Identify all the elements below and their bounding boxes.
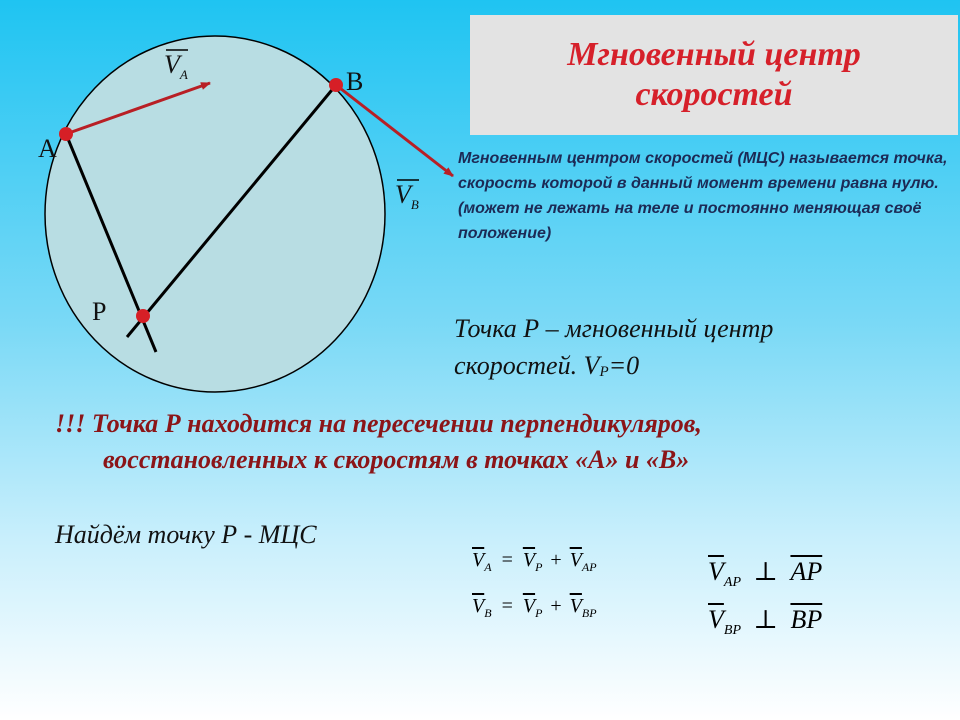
eq1-lhs: $\overline{V}$ (472, 549, 485, 571)
velocity-b-symbol: V (395, 180, 411, 209)
eq1-term2-sub: AP (581, 560, 597, 574)
perpendicular-bp (708, 605, 822, 639)
perp1-vector: $\overline{V}$ (708, 557, 724, 586)
eq2-term1-sub: P (535, 606, 543, 620)
eq2-plus: + (550, 595, 562, 617)
find-point-label: Найдём точку Р - МЦС (55, 520, 317, 549)
eq2-equals: = (501, 595, 513, 617)
eq1-term1: $\overline{V}$ (522, 549, 536, 571)
perp2-vector-sub: BP (723, 623, 741, 639)
eq2-lhs-sub: B (484, 606, 492, 620)
perp1-vector-sub: AP (723, 575, 741, 591)
point-a-marker (59, 127, 73, 141)
title-line-2: скоростей (635, 76, 793, 113)
point-statement-suffix: =0 (608, 351, 640, 380)
perp1-symbol: ⊥ (753, 557, 778, 586)
equation-va (472, 549, 597, 575)
eq2-term2: $\overline{V}$ (569, 595, 582, 617)
point-p-label: P (92, 297, 107, 326)
eq2-term1: $\overline{V}$ (522, 595, 536, 617)
velocity-a-subscript: A (179, 67, 188, 83)
velocity-a-symbol: V (164, 50, 180, 79)
definition-text: Мгновенным центром скоростей (МЦС) называется точка, скорость которой в данный момент времени равна нулю. (может не лежать на теле и постоянно меняющая своё положение) (458, 150, 948, 242)
point-statement-line-2 (454, 347, 874, 391)
point-statement-line-1: Точка Р – мгновенный центр (454, 314, 774, 343)
eq1-term1-sub: P (535, 560, 543, 574)
point-p-marker (136, 309, 150, 323)
point-statement (454, 310, 874, 391)
velocity-b-label (395, 180, 419, 213)
point-b-marker (329, 78, 343, 92)
velocity-b-subscript: B (410, 197, 419, 213)
eq1-equals: = (501, 549, 513, 571)
eq1-lhs-sub: A (484, 560, 492, 574)
point-statement-subscript: P (599, 364, 609, 380)
perp2-vector: $\overline{V}$ (708, 605, 724, 634)
perpendicular-ap (708, 557, 822, 591)
perp2-segment: $\overline{BP}$ (790, 605, 823, 634)
eq1-plus: + (550, 549, 562, 571)
point-statement-prefix: скоростей. V (454, 351, 600, 380)
rule-text (55, 406, 935, 478)
title-box (470, 15, 958, 135)
point-a-label: A (38, 134, 57, 163)
eq2-term2-sub: BP (581, 606, 597, 620)
point-b-label: B (346, 67, 364, 96)
rule-line-2: восстановленных к скоростям в точках «А» и «В» (103, 445, 690, 474)
eq2-lhs: $\overline{V}$ (472, 595, 485, 617)
perp2-symbol: ⊥ (753, 605, 778, 634)
rule-line-1: !!! Точка Р находится на пересечении перпендикуляров, (55, 409, 702, 438)
velocity-a-label (164, 50, 188, 83)
title-line-1: Мгновенный центр (567, 36, 861, 73)
eq1-term2: $\overline{V}$ (569, 549, 582, 571)
equation-vb (472, 595, 597, 621)
perp1-segment: $\overline{AP}$ (790, 557, 823, 586)
